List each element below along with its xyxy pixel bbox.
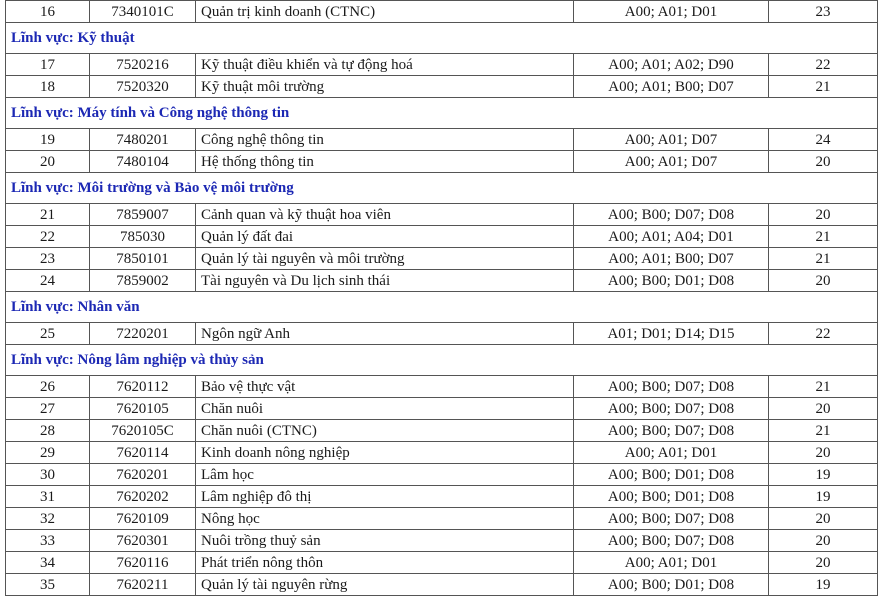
row-major-code: 7220201 [90, 323, 196, 345]
row-score: 21 [769, 420, 878, 442]
row-major-code: 7620105C [90, 420, 196, 442]
row-subject-combo: A00; B00; D01; D08 [574, 486, 769, 508]
row-subject-combo: A00; A01; A02; D90 [574, 54, 769, 76]
row-major-name: Phát triển nông thôn [196, 552, 574, 574]
row-subject-combo: A00; A01; A04; D01 [574, 226, 769, 248]
row-stt: 30 [6, 464, 90, 486]
row-stt: 22 [6, 226, 90, 248]
row-major-code: 7620105 [90, 398, 196, 420]
row-score: 20 [769, 552, 878, 574]
row-score: 21 [769, 76, 878, 98]
row-major-name: Cảnh quan và kỹ thuật hoa viên [196, 204, 574, 226]
field-group-label: Lĩnh vực: Kỹ thuật [6, 23, 878, 54]
row-stt: 19 [6, 129, 90, 151]
row-subject-combo: A00; B00; D01; D08 [574, 574, 769, 596]
row-major-code: 7859002 [90, 270, 196, 292]
row-major-code: 7620201 [90, 464, 196, 486]
table-row [6, 486, 878, 508]
row-score: 20 [769, 442, 878, 464]
field-group-label: Lĩnh vực: Môi trường và Bảo vệ môi trường [6, 173, 878, 204]
row-score: 22 [769, 54, 878, 76]
table-row [6, 1, 878, 23]
row-stt: 18 [6, 76, 90, 98]
row-score: 19 [769, 464, 878, 486]
table-row [6, 323, 878, 345]
table-row [6, 226, 878, 248]
row-score: 22 [769, 323, 878, 345]
row-major-code: 7620114 [90, 442, 196, 464]
table-row [6, 54, 878, 76]
row-major-code: 7620112 [90, 376, 196, 398]
row-major-code: 7620116 [90, 552, 196, 574]
row-major-name: Quản lý tài nguyên và môi trường [196, 248, 574, 270]
row-stt: 24 [6, 270, 90, 292]
row-major-code: 7620202 [90, 486, 196, 508]
row-stt: 27 [6, 398, 90, 420]
row-subject-combo: A00; B00; D07; D08 [574, 508, 769, 530]
row-major-name: Tài nguyên và Du lịch sinh thái [196, 270, 574, 292]
row-major-name: Ngôn ngữ Anh [196, 323, 574, 345]
table-row [6, 552, 878, 574]
row-major-code: 7859007 [90, 204, 196, 226]
admission-score-table [5, 0, 878, 596]
row-score: 21 [769, 248, 878, 270]
row-subject-combo: A00; A01; D01 [574, 442, 769, 464]
field-group-label: Lĩnh vực: Máy tính và Công nghệ thông tin [6, 98, 878, 129]
row-score: 20 [769, 270, 878, 292]
row-score: 19 [769, 486, 878, 508]
row-major-name: Quản lý đất đai [196, 226, 574, 248]
row-major-name: Chăn nuôi (CTNC) [196, 420, 574, 442]
row-major-code: 7480104 [90, 151, 196, 173]
table-row [6, 464, 878, 486]
row-stt: 33 [6, 530, 90, 552]
row-major-code: 7520216 [90, 54, 196, 76]
row-subject-combo: A00; B00; D07; D08 [574, 376, 769, 398]
row-major-name: Chăn nuôi [196, 398, 574, 420]
row-major-name: Hệ thống thông tin [196, 151, 574, 173]
row-major-code: 7620301 [90, 530, 196, 552]
row-subject-combo: A00; A01; D07 [574, 129, 769, 151]
admission-table-wrapper [5, 0, 877, 596]
table-row [6, 574, 878, 596]
table-row [6, 204, 878, 226]
row-major-code: 7620109 [90, 508, 196, 530]
field-group-header [6, 98, 878, 129]
row-stt: 35 [6, 574, 90, 596]
row-major-code: 7620211 [90, 574, 196, 596]
row-stt: 20 [6, 151, 90, 173]
table-row [6, 398, 878, 420]
row-major-name: Quản trị kinh doanh (CTNC) [196, 1, 574, 23]
row-stt: 21 [6, 204, 90, 226]
row-stt: 16 [6, 1, 90, 23]
table-row [6, 508, 878, 530]
table-row [6, 248, 878, 270]
row-stt: 31 [6, 486, 90, 508]
row-score: 20 [769, 530, 878, 552]
row-major-code: 7340101C [90, 1, 196, 23]
row-major-name: Lâm học [196, 464, 574, 486]
row-major-name: Kỹ thuật điều khiển và tự động hoá [196, 54, 574, 76]
row-score: 21 [769, 226, 878, 248]
table-row [6, 76, 878, 98]
field-group-label: Lĩnh vực: Nông lâm nghiệp và thủy sản [6, 345, 878, 376]
table-row [6, 270, 878, 292]
field-group-header [6, 173, 878, 204]
row-stt: 23 [6, 248, 90, 270]
row-stt: 32 [6, 508, 90, 530]
row-subject-combo: A00; B00; D07; D08 [574, 204, 769, 226]
row-subject-combo: A00; A01; D07 [574, 151, 769, 173]
row-stt: 17 [6, 54, 90, 76]
row-major-name: Kỹ thuật môi trường [196, 76, 574, 98]
row-major-name: Quản lý tài nguyên rừng [196, 574, 574, 596]
row-subject-combo: A00; A01; B00; D07 [574, 76, 769, 98]
row-stt: 28 [6, 420, 90, 442]
row-stt: 29 [6, 442, 90, 464]
table-row [6, 376, 878, 398]
field-group-header [6, 292, 878, 323]
row-stt: 26 [6, 376, 90, 398]
row-major-name: Nông học [196, 508, 574, 530]
field-group-label: Lĩnh vực: Nhân văn [6, 292, 878, 323]
row-major-name: Lâm nghiệp đô thị [196, 486, 574, 508]
row-major-code: 7480201 [90, 129, 196, 151]
table-row [6, 420, 878, 442]
row-subject-combo: A00; A01; B00; D07 [574, 248, 769, 270]
row-stt: 25 [6, 323, 90, 345]
row-subject-combo: A00; B00; D01; D08 [574, 464, 769, 486]
row-subject-combo: A00; B00; D07; D08 [574, 530, 769, 552]
table-row [6, 129, 878, 151]
row-subject-combo: A01; D01; D14; D15 [574, 323, 769, 345]
field-group-header [6, 345, 878, 376]
row-subject-combo: A00; B00; D01; D08 [574, 270, 769, 292]
row-subject-combo: A00; A01; D01 [574, 552, 769, 574]
row-major-name: Bảo vệ thực vật [196, 376, 574, 398]
row-major-name: Công nghệ thông tin [196, 129, 574, 151]
row-score: 20 [769, 398, 878, 420]
row-subject-combo: A00; B00; D07; D08 [574, 420, 769, 442]
row-subject-combo: A00; A01; D01 [574, 1, 769, 23]
row-score: 24 [769, 129, 878, 151]
row-major-name: Nuôi trồng thuỷ sản [196, 530, 574, 552]
table-row [6, 442, 878, 464]
table-row [6, 151, 878, 173]
row-stt: 34 [6, 552, 90, 574]
row-score: 21 [769, 376, 878, 398]
row-major-code: 7850101 [90, 248, 196, 270]
row-major-name: Kinh doanh nông nghiệp [196, 442, 574, 464]
row-major-code: 7520320 [90, 76, 196, 98]
row-score: 20 [769, 151, 878, 173]
row-score: 19 [769, 574, 878, 596]
row-major-code: 785030 [90, 226, 196, 248]
field-group-header [6, 23, 878, 54]
table-row [6, 530, 878, 552]
table-body [6, 0, 878, 596]
row-score: 20 [769, 508, 878, 530]
row-subject-combo: A00; B00; D07; D08 [574, 398, 769, 420]
row-score: 23 [769, 1, 878, 23]
row-score: 20 [769, 204, 878, 226]
